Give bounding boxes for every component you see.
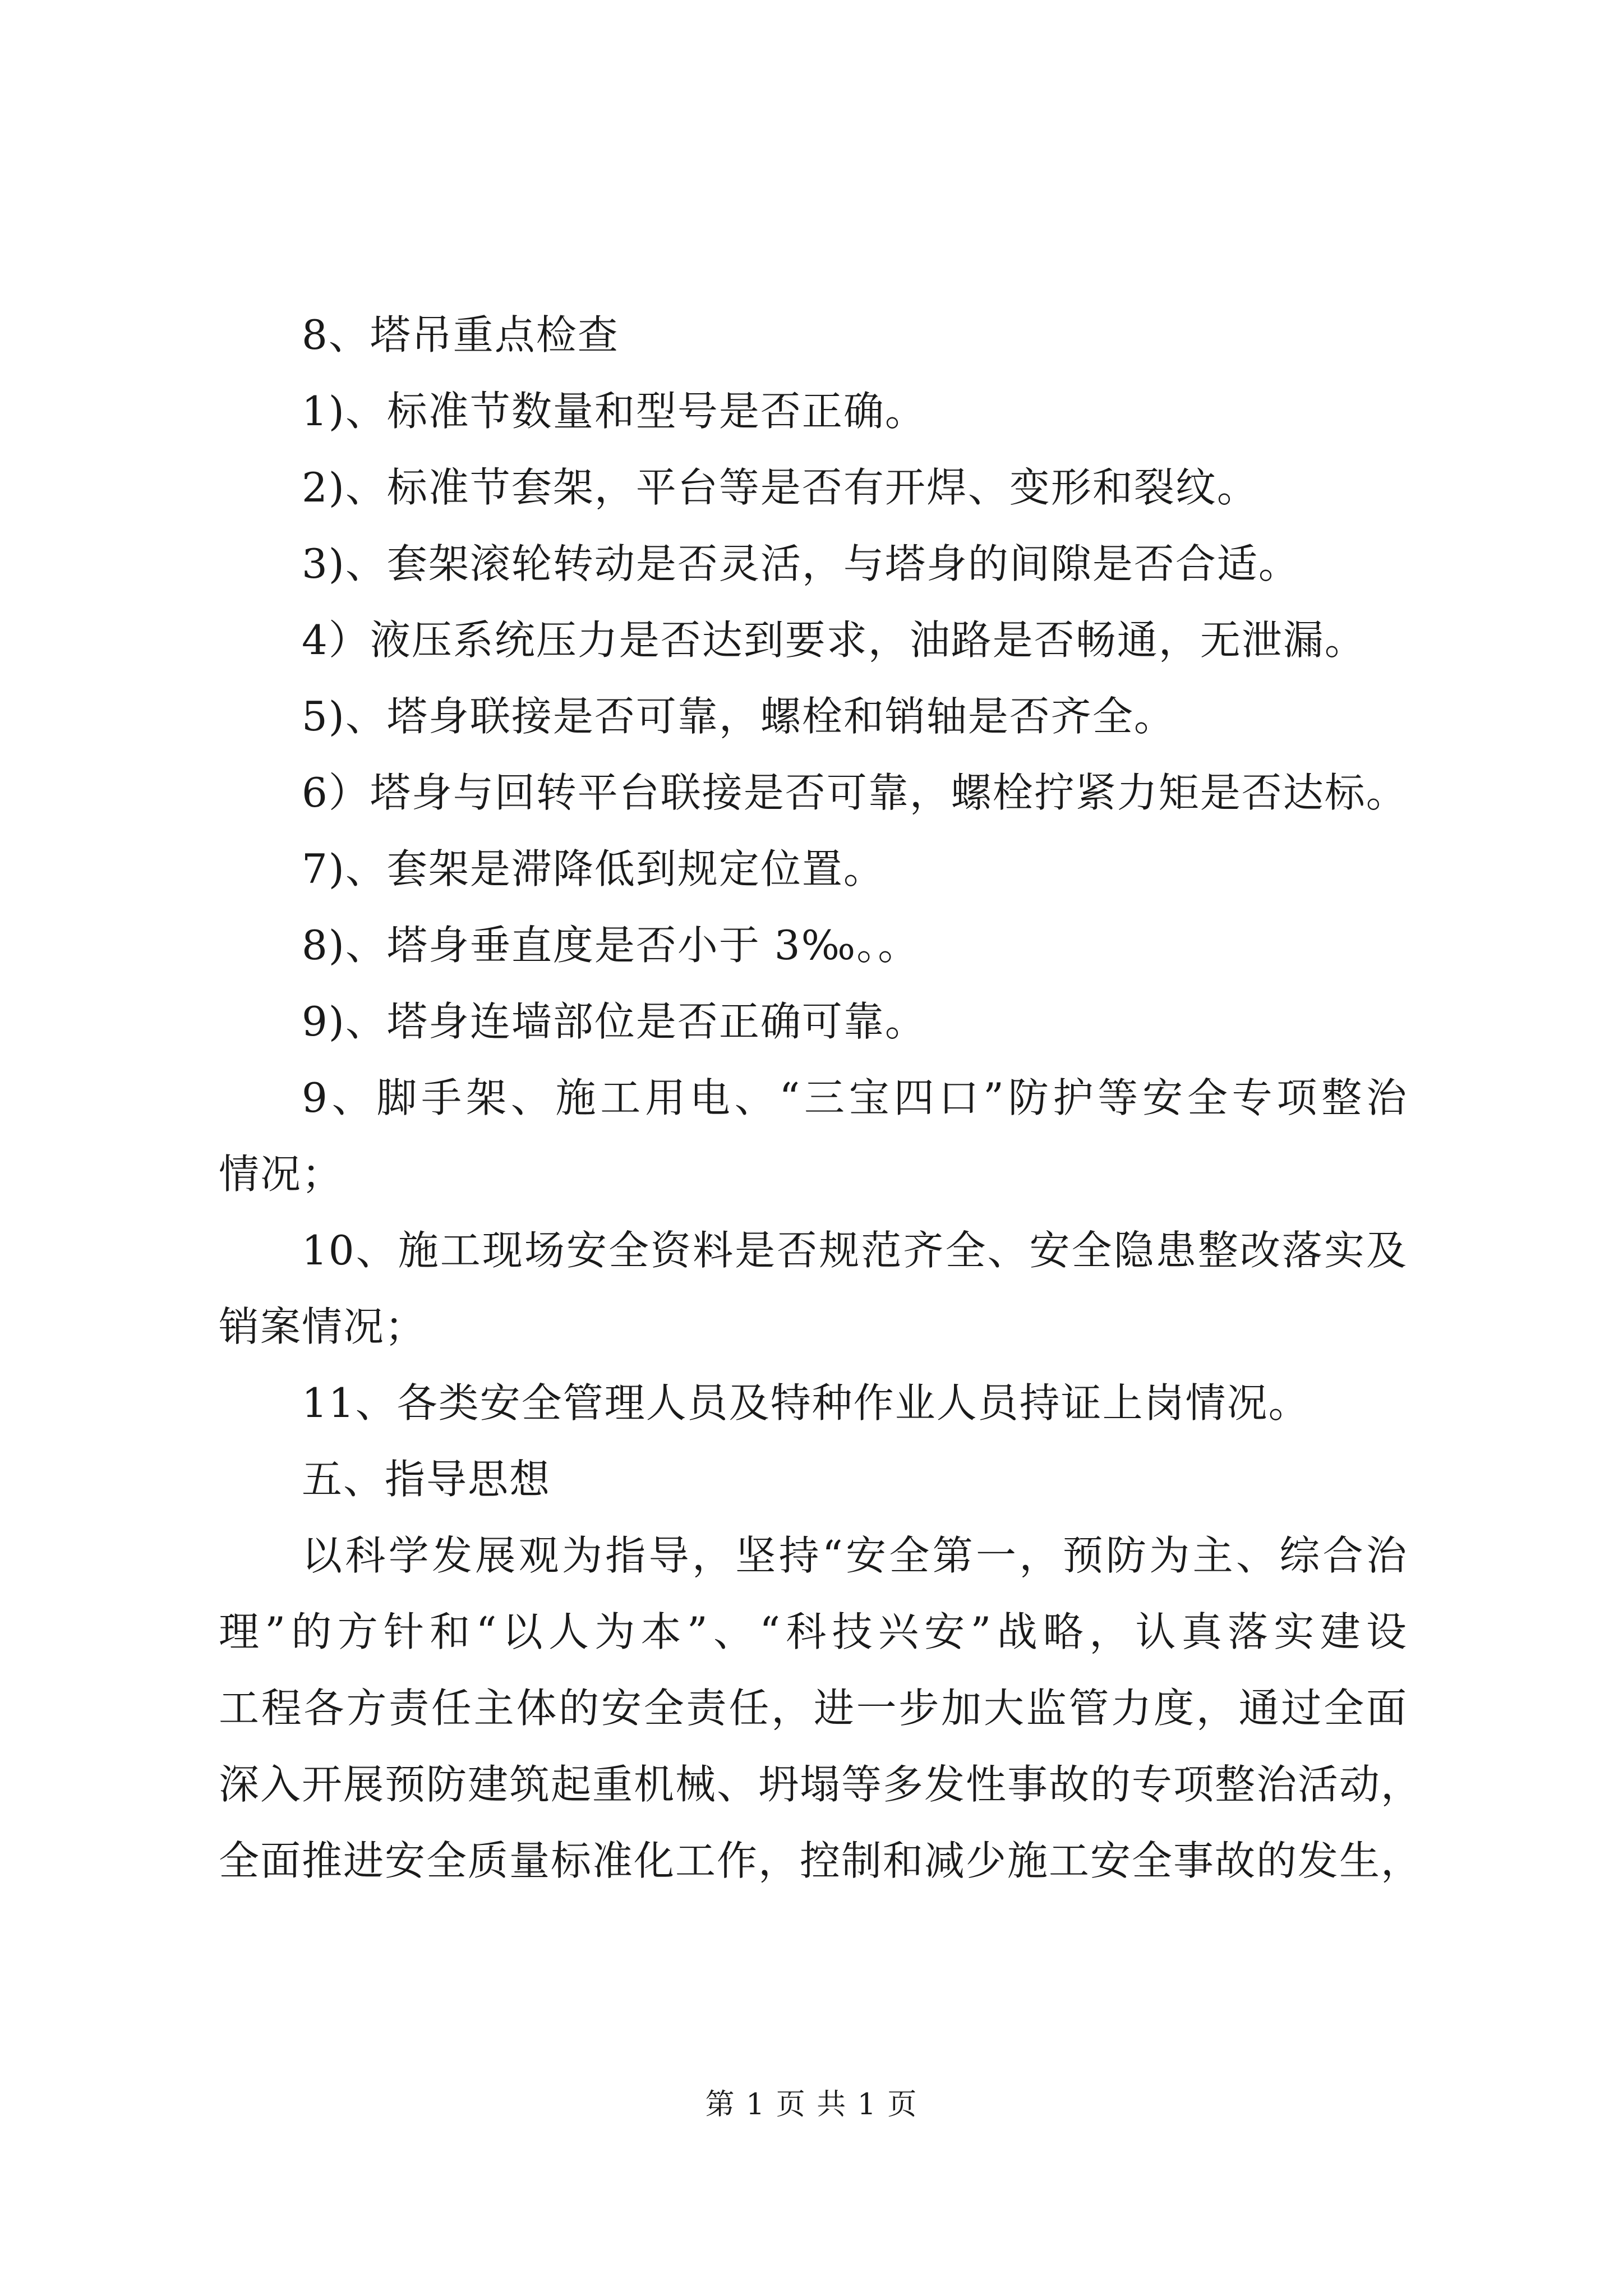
list-item: 3)、套架滚轮转动是否灵活，与塔身的间隙是否合适。 — [302, 540, 1300, 587]
list-item: 6）塔身与回转平台联接是否可靠，螺栓拧紧力矩是否达标。 — [302, 769, 1408, 816]
paragraph-line: 销案情况； — [219, 1303, 427, 1350]
list-item: 7)、套架是滞降低到规定位置。 — [302, 845, 885, 892]
paragraph-line: 全面推进安全质量标准化工作，控制和减少施工安全事故的发生， — [219, 1837, 1423, 1884]
paragraph-line: 工程各方责任主体的安全责任，进一步加大监管力度，通过全面 — [219, 1685, 1408, 1732]
list-item: 8)、塔身垂直度是否小于 3‰。。 — [302, 922, 920, 969]
list-item: 2)、标准节套架，平台等是否有开焊、变形和裂纹。 — [302, 464, 1258, 511]
list-item: 9)、塔身连墙部位是否正确可靠。 — [302, 998, 926, 1045]
paragraph-line: 以科学发展观为指导，坚持“安全第一，预防为主、综合治 — [302, 1532, 1408, 1579]
section-heading-guiding-principle: 五、指导思想 — [302, 1456, 551, 1503]
paragraph-line: 理”的方针和“以人为本”、“科技兴安”战略，认真落实建设 — [219, 1608, 1408, 1655]
section-heading-tower-crane: 8、塔吊重点检查 — [302, 311, 619, 358]
page-number-footer: 第 1 页 共 1 页 — [705, 2088, 918, 2122]
paragraph-line: 11、各类安全管理人员及特种作业人员持证上岗情况。 — [302, 1379, 1310, 1427]
paragraph-line: 情况； — [219, 1151, 344, 1198]
paragraph-line: 9、脚手架、施工用电、“三宝四口”防护等安全专项整治 — [302, 1074, 1408, 1121]
paragraph-line: 10、施工现场安全资料是否规范齐全、安全隐患整改落实及 — [302, 1227, 1408, 1274]
list-item: 5)、塔身联接是否可靠，螺栓和销轴是否齐全。 — [302, 693, 1175, 740]
list-item: 4）液压系统压力是否达到要求，油路是否畅通，无泄漏。 — [302, 616, 1366, 664]
list-item: 1)、标准节数量和型号是否正确。 — [302, 388, 926, 435]
paragraph-line: 深入开展预防建筑起重机械、坍塌等多发性事故的专项整治活动， — [219, 1761, 1423, 1808]
